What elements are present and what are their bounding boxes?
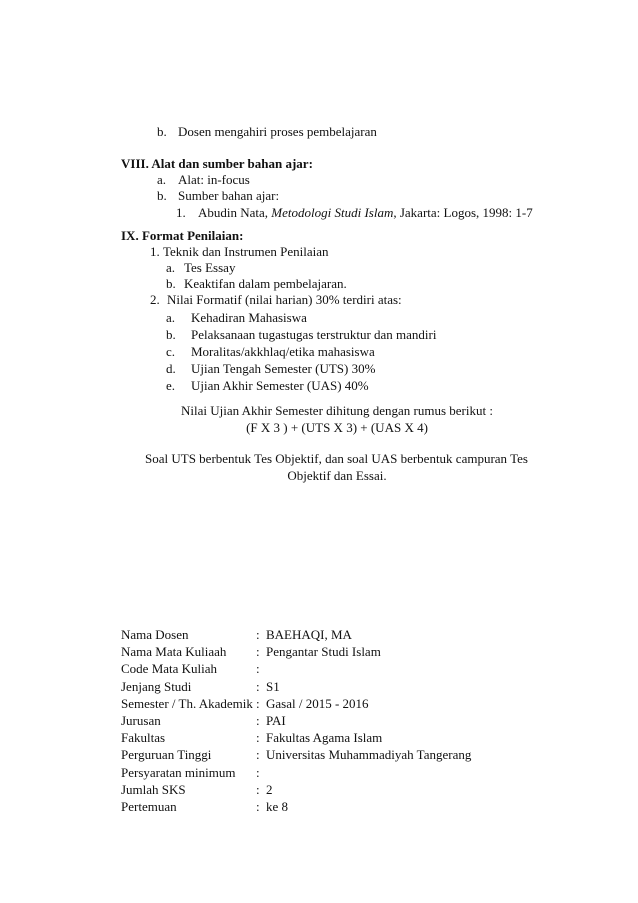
list-marker: 1. [150,244,160,259]
assessment-note: Objektif dan Essai. [287,468,387,483]
list-marker: a. [157,172,167,187]
list-item [166,275,347,292]
info-value: Fakultas Agama Islam [266,730,383,745]
section-heading: VIII. Alat dan sumber bahan ajar: [121,156,313,171]
list-marker: 1. [176,205,186,220]
info-separator: : [256,799,260,814]
list-item [157,171,250,188]
reference-title: Metodologi Studi Islam [271,205,394,220]
list-marker: b. [166,276,176,291]
list-item [157,187,279,204]
list-marker: a. [166,260,176,275]
list-item [166,309,307,326]
list-item [166,377,369,394]
list-marker: b. [157,124,167,139]
list-text: Sumber bahan ajar: [178,188,280,203]
list-item [166,360,375,377]
info-label: Jurusan [121,713,161,728]
info-value: Pengantar Studi Islam [266,644,381,659]
info-label: Perguruan Tinggi [121,747,212,762]
list-marker: b. [157,188,167,203]
list-text: Tes Essay [184,260,236,275]
list-text: Ujian Akhir Semester (UAS) 40% [191,378,369,393]
list-item [166,326,437,343]
info-separator: : [256,730,260,745]
list-text: Pelaksanaan tugastugas terstruktur dan mandiri [191,327,437,342]
section-heading: IX. Format Penilaian: [121,228,244,243]
info-label: Nama Dosen [121,627,189,642]
list-text: Teknik dan Instrumen Penilaian [163,244,329,259]
info-label: Code Mata Kuliah [121,661,218,676]
info-value: BAEHAQI, MA [266,627,352,642]
info-separator: : [256,679,260,694]
info-label: Semester / Th. Akademik [121,696,253,711]
info-separator: : [256,661,260,676]
list-text: Ujian Tengah Semester (UTS) 30% [191,361,376,376]
reference-details: , Jakarta: Logos, 1998: 1-7 [393,205,533,220]
info-label: Pertemuan [121,799,177,814]
list-item [157,123,377,140]
sub-heading [150,243,329,260]
info-label: Nama Mata Kuliaah [121,644,227,659]
list-marker: b. [166,327,176,342]
info-value: S1 [266,679,280,694]
list-text: Alat: in-focus [178,172,250,187]
info-separator: : [256,644,260,659]
assessment-note: Soal UTS berbentuk Tes Objektif, dan soal UAS berbentuk campuran Tes [145,451,528,466]
info-separator: : [256,747,260,762]
info-label: Persyaratan minimum [121,765,236,780]
formula-intro: Nilai Ujian Akhir Semester dihitung dengan rumus berikut : [181,403,493,418]
list-marker: 2. [150,292,160,307]
info-separator: : [256,782,260,797]
list-text: Dosen mengahiri proses pembelajaran [178,124,377,139]
list-text: Keaktifan dalam pembelajaran. [184,276,347,291]
list-marker: d. [166,361,176,376]
list-item [166,343,375,360]
info-separator: : [256,713,260,728]
info-value: PAI [266,713,286,728]
info-separator: : [256,765,260,780]
sub-heading [150,291,402,308]
list-marker: a. [166,310,176,325]
info-value: ke 8 [266,799,289,814]
list-text: Kehadiran Mahasiswa [191,310,307,325]
formula: (F X 3 ) + (UTS X 3) + (UAS X 4) [246,420,428,435]
info-separator: : [256,627,260,642]
list-item [166,259,235,276]
list-marker: c. [166,344,176,359]
info-value: Gasal / 2015 - 2016 [266,696,369,711]
list-text: Nilai Formatif (nilai harian) 30% terdiri atas: [167,292,402,307]
list-text: Moralitas/akkhlaq/etika mahasiswa [191,344,375,359]
info-label: Fakultas [121,730,166,745]
reference-item [176,204,533,221]
info-separator: : [256,696,260,711]
list-marker: e. [166,378,176,393]
reference-author: Abudin Nata, [198,205,269,220]
info-label: Jenjang Studi [121,679,192,694]
info-value: Universitas Muhammadiyah Tangerang [266,747,472,762]
info-value: 2 [266,782,273,797]
info-label: Jumlah SKS [121,782,186,797]
